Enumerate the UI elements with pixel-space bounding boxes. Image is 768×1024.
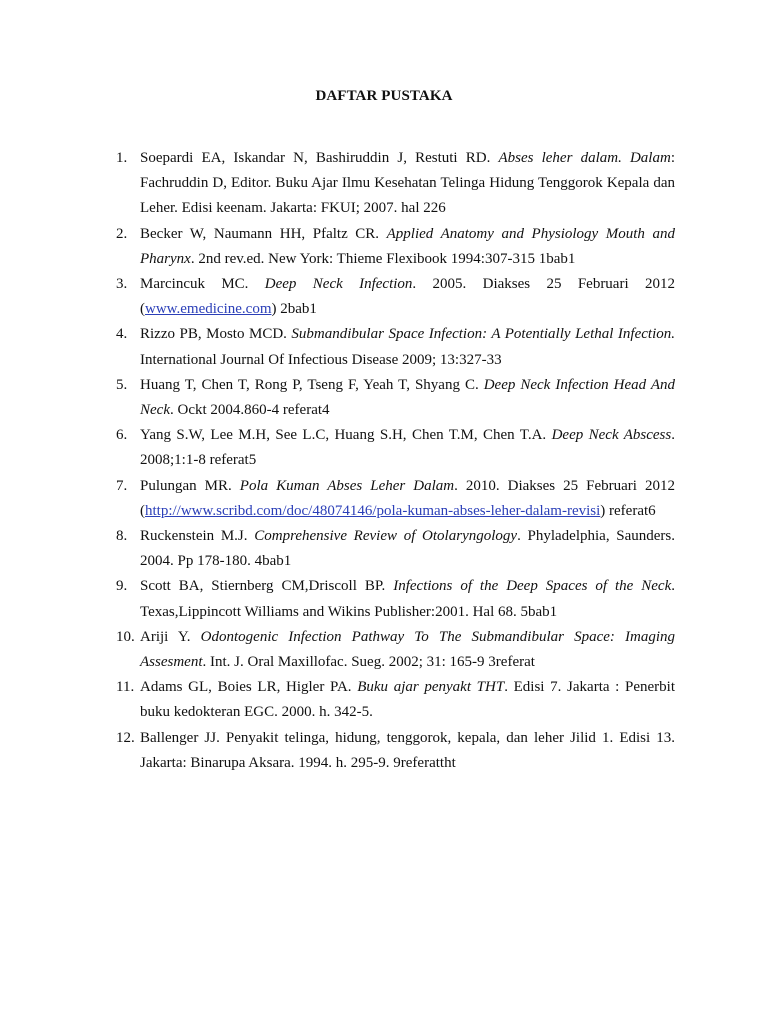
reference-text	[140, 222, 675, 272]
reference-text-run: ) referat6	[600, 502, 656, 519]
page-title: DAFTAR PUSTAKA	[315, 88, 453, 104]
reference-number: 1.	[116, 150, 128, 166]
reference-text-run: . Int. J. Oral Maxillofac. Sueg. 2002; 31: 165-9 3referat	[202, 654, 535, 671]
reference-text-run: Marcincuk MC.	[140, 276, 265, 293]
reference-text-run: Ariji Y.	[140, 628, 201, 645]
reference-text-run: . Phyladelphia, Saunders. 2004. Pp 178-180. 4bab1	[140, 528, 676, 570]
reference-text-run: Ballenger JJ. Penyakit telinga, hidung, tenggorok, kepala, dan leher Jilid 1. Edisi 13. Jakarta: Binarupa Aksara. 1994. h. 295-9. 9referattht	[140, 729, 675, 771]
reference-item	[116, 524, 675, 574]
reference-item	[116, 625, 675, 675]
reference-text-run: Becker W, Naumann HH, Pfaltz CR.	[140, 225, 387, 242]
reference-text-run: Huang T, Chen T, Rong P, Tseng F, Yeah T, Shyang C.	[140, 376, 484, 393]
reference-work-title: Buku ajar penyakt THT	[357, 679, 505, 696]
reference-text-run: . 2010. Diakses 25 Februari 2012 (	[140, 477, 675, 519]
reference-link[interactable]: http://www.scribd.com/doc/48074146/pola-kuman-abses-leher-dalam-revisi	[145, 502, 601, 519]
reference-work-title: Comprehensive Review of Otolaryngology	[254, 528, 518, 545]
reference-text-run: Pulungan MR.	[140, 477, 240, 494]
reference-text-run: Rizzo PB, Mosto MCD.	[140, 326, 292, 343]
reference-text	[140, 726, 675, 776]
reference-text	[140, 373, 675, 423]
reference-item	[116, 322, 675, 372]
reference-text-run: Adams GL, Boies LR, Higler PA.	[140, 679, 358, 696]
reference-item	[116, 222, 675, 272]
reference-text-run: International Journal Of Infectious Disease 2009; 13:327-33	[140, 351, 502, 368]
reference-work-title: Odontogenic Infection Pathway To The Submandibular Space: Imaging Assesment	[140, 628, 675, 671]
reference-work-title: Deep Neck Infection	[264, 276, 413, 293]
reference-list	[116, 146, 675, 776]
reference-text	[140, 625, 675, 675]
reference-work-title: Submandibular Space Infection: A Potentially Lethal Infection.	[291, 326, 675, 343]
reference-text-run: . 2nd rev.ed. New York: Thieme Flexibook 1994:307-315 1bab1	[190, 250, 576, 267]
reference-number: 5.	[116, 376, 128, 393]
reference-item	[116, 574, 675, 624]
reference-text-run: . Texas,Lippincott Williams and Wikins Publisher:2001. Hal 68. 5bab1	[140, 578, 675, 620]
reference-work-title: Pola Kuman Abses Leher Dalam	[239, 477, 455, 494]
reference-item	[116, 272, 675, 322]
reference-item	[116, 146, 675, 222]
reference-number: 2.	[116, 225, 128, 242]
reference-work-title: Abses leher dalam. Dalam	[498, 150, 671, 166]
reference-link[interactable]: www.emedicine.com	[145, 301, 272, 318]
reference-number: 8.	[116, 528, 128, 545]
reference-work-title: Applied Anatomy and Physiology Mouth and Pharynx	[140, 225, 675, 267]
reference-number: 10.	[116, 628, 135, 645]
reference-text-run: . Ockt 2004.860-4 referat4	[169, 402, 330, 419]
reference-text	[140, 474, 675, 524]
reference-text-run: Soepardi EA, Iskandar N, Bashiruddin J, Restuti RD.	[140, 150, 499, 166]
reference-text	[140, 574, 675, 624]
reference-text	[140, 322, 675, 372]
reference-text	[140, 423, 675, 473]
reference-text-run: Scott BA, Stiernberg CM,Driscoll BP.	[140, 578, 394, 595]
reference-text-run: . 2005. Diakses 25 Februari 2012 (	[140, 276, 675, 318]
reference-text	[140, 272, 675, 322]
reference-text-run: Ruckenstein M.J.	[140, 528, 255, 545]
reference-item	[116, 675, 675, 725]
reference-number: 7.	[116, 477, 128, 494]
reference-number: 3.	[116, 276, 128, 293]
reference-number: 12.	[116, 729, 135, 746]
reference-text	[140, 146, 675, 222]
reference-number: 6.	[116, 427, 128, 444]
reference-item	[116, 474, 675, 524]
reference-item	[116, 373, 675, 423]
reference-work-title: Deep Neck Abscess	[551, 427, 672, 444]
reference-text-run: Yang S.W, Lee M.H, See L.C, Huang S.H, Chen T.M, Chen T.A.	[140, 427, 552, 444]
reference-text-run: . Edisi 7. Jakarta : Penerbit buku kedokteran EGC. 2000. h. 342-5.	[140, 679, 676, 721]
reference-number: 4.	[116, 326, 128, 343]
reference-item	[116, 726, 675, 776]
reference-work-title: Deep Neck Infection Head And Neck	[140, 376, 676, 419]
reference-text-run: ) 2bab1	[271, 301, 317, 318]
reference-number: 9.	[116, 578, 128, 595]
reference-text	[140, 675, 675, 725]
reference-item	[116, 423, 675, 473]
reference-work-title: Infections of the Deep Spaces of the Neck	[393, 578, 672, 595]
reference-text-run: : Fachruddin D, Editor. Buku Ajar Ilmu Kesehatan Telinga Hidung Tenggorok Kepala dan Leher. Edisi keenam. Jakarta: FKUI; 2007. hal 226	[140, 150, 675, 217]
reference-text-run: . 2008;1:1-8 referat5	[140, 427, 675, 469]
reference-number: 11.	[116, 679, 135, 696]
reference-text	[140, 524, 675, 574]
